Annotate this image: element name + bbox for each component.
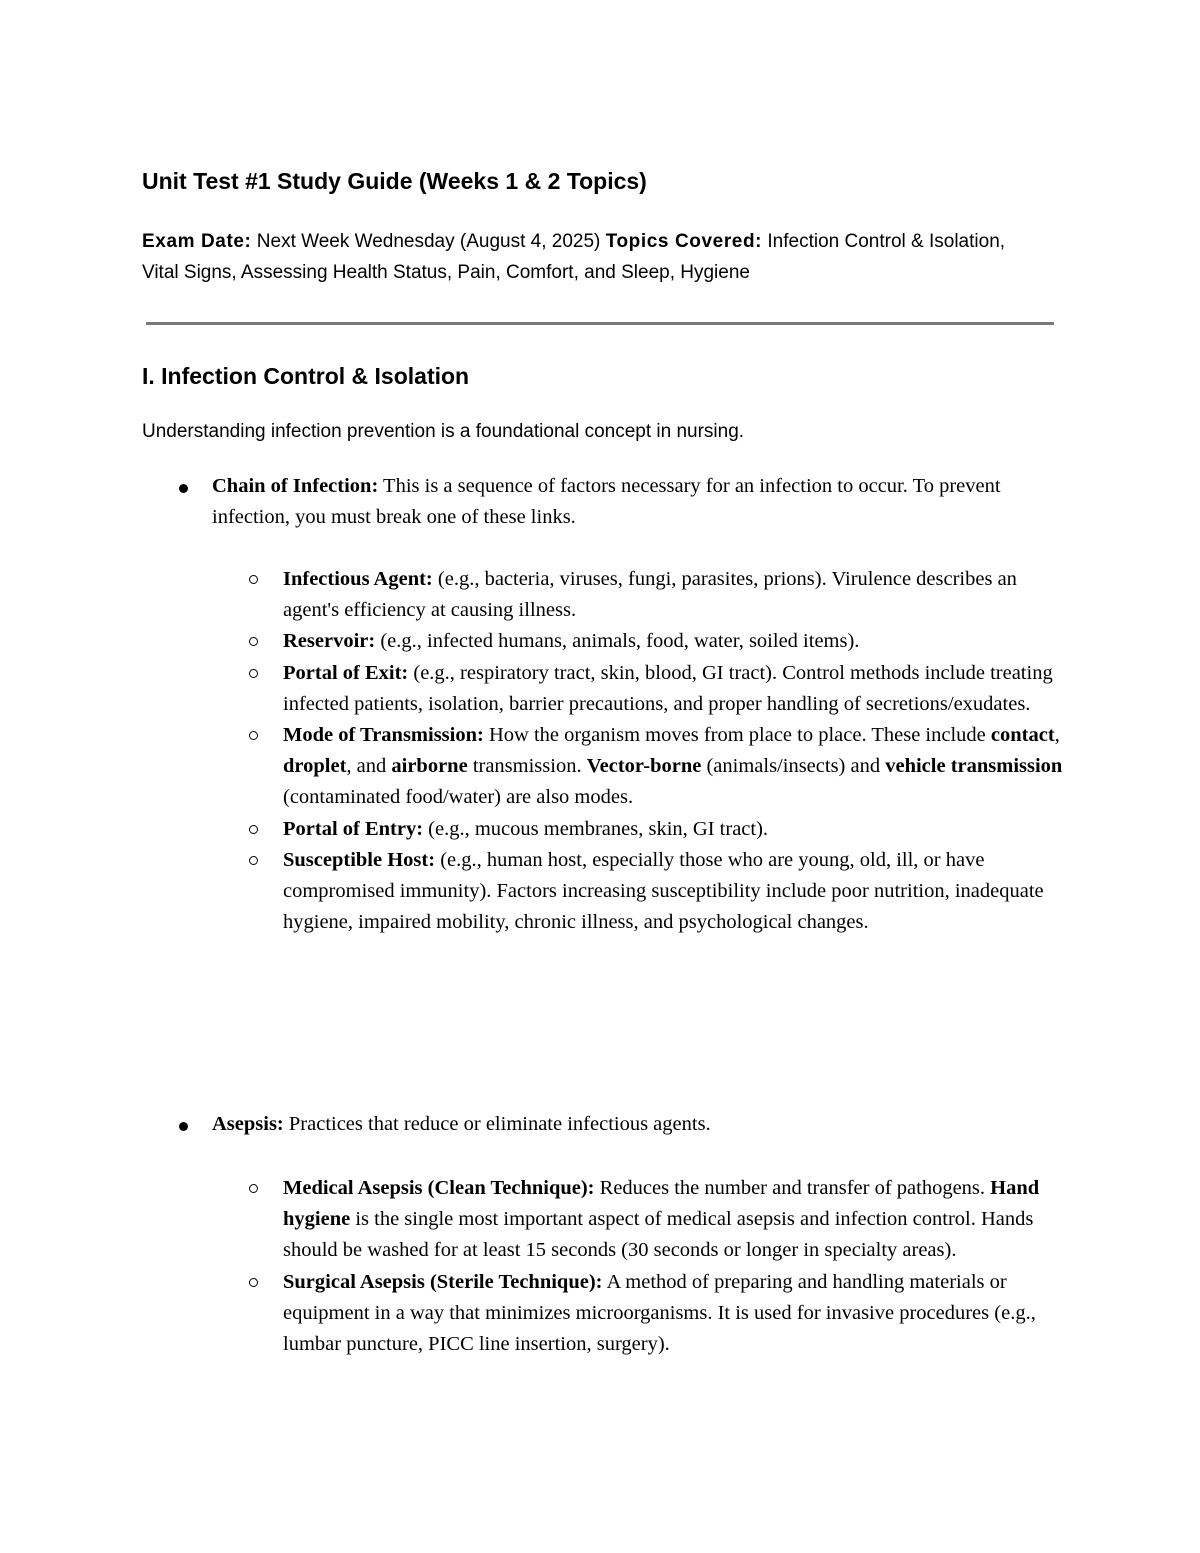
asepsis-label: Asepsis: xyxy=(212,1113,284,1135)
chain-sublist xyxy=(283,564,1063,938)
item-bold: droplet xyxy=(283,755,347,778)
item-label: Reservoir: xyxy=(283,630,376,653)
item-bold: Hand hygiene xyxy=(283,1177,1040,1231)
exam-date-value: Next Week Wednesday (August 4, 2025) xyxy=(251,231,606,252)
section-intro: Understanding infection prevention is a foundational concept in nursing. xyxy=(142,421,745,442)
item-label: Surgical Asepsis (Sterile Technique): xyxy=(283,1270,603,1293)
item-label: Medical Asepsis (Clean Technique): xyxy=(283,1177,595,1199)
list-item-portal-of-entry xyxy=(283,814,1063,845)
topics-value: Infection Control & Isolation, Vital Signs, Assessing Health Status, Pain, Comfort, and Sleep, Hygiene xyxy=(142,231,1006,283)
list-item-medical-asepsis xyxy=(283,1173,1063,1267)
item-text: A method of preparing and handling materials or equipment in a way that minimizes microorganisms. It is used for invasive procedures (e.g., lumbar puncture, PICC line insertion, surgery). xyxy=(283,1270,1036,1356)
list-item-reservoir xyxy=(283,626,1063,657)
list-item-portal-of-exit xyxy=(283,658,1063,720)
item-text: How the organism moves from place to place. These include xyxy=(483,724,991,747)
item-text: , and xyxy=(346,755,392,778)
item-text: (e.g., mucous membranes, skin, GI tract). xyxy=(423,817,769,840)
topics-label: Topics Covered: xyxy=(605,231,763,252)
item-text: is the single most important aspect of medical asepsis and infection control. Hands should be washed for at least 15 seconds (30 seconds or longer in specialty areas). xyxy=(283,1208,1034,1262)
item-text: transmission. xyxy=(467,755,587,778)
item-text: (animals/insects) and xyxy=(701,755,886,778)
item-label: Susceptible Host: xyxy=(283,848,436,871)
list-item-surgical-asepsis xyxy=(283,1267,1063,1361)
item-label: Infectious Agent: xyxy=(283,568,433,590)
item-bold: contact xyxy=(990,724,1055,747)
horizontal-divider xyxy=(146,322,1054,325)
item-label: Mode of Transmission: xyxy=(283,724,484,747)
exam-info xyxy=(142,226,1042,288)
item-text: Reduces the number and transfer of pathogens. xyxy=(594,1177,991,1199)
item-text: (e.g., bacteria, viruses, fungi, parasites, prions). Virulence describes an agent's efficiency at causing illness. xyxy=(283,568,1017,622)
item-bold: Vector-borne xyxy=(586,755,702,778)
item-text: (e.g., respiratory tract, skin, blood, GI tract). Control methods include treating infected patients, isolation, barrier precautions, and proper handling of secretions/exudates. xyxy=(283,661,1053,715)
section-heading: I. Infection Control & Isolation xyxy=(142,363,470,389)
list-item-asepsis xyxy=(212,1109,1062,1140)
item-text: (contaminated food/water) are also modes. xyxy=(283,786,634,809)
list-item-mode-of-transmission xyxy=(283,720,1063,814)
chain-label: Chain of Infection: xyxy=(212,475,379,497)
list-item-infectious-agent xyxy=(283,564,1063,626)
chain-text: This is a sequence of factors necessary for an infection to occur. To prevent infection, you must break one of these links. xyxy=(212,475,1001,529)
item-bold: airborne xyxy=(391,755,468,778)
item-text: (e.g., infected humans, animals, food, water, soiled items). xyxy=(375,630,860,653)
item-bold: vehicle transmission xyxy=(885,755,1063,778)
exam-date-label: Exam Date: xyxy=(142,231,252,252)
asepsis-sublist xyxy=(283,1173,1063,1360)
item-text: , xyxy=(1054,724,1060,747)
item-label: Portal of Exit: xyxy=(283,661,409,684)
asepsis-text: Practices that reduce or eliminate infectious agents. xyxy=(283,1113,711,1135)
list-item-susceptible-host xyxy=(283,845,1063,939)
document-title: Unit Test #1 Study Guide (Weeks 1 & 2 Topics) xyxy=(142,168,647,194)
item-label: Portal of Entry: xyxy=(283,817,424,840)
item-text: (e.g., human host, especially those who are young, old, ill, or have compromised immunity). Factors increasing susceptibility include poor nutrition, inadequate hygiene, impaired mobility, chronic illness, and psychological changes. xyxy=(283,848,1044,934)
list-item-chain-of-infection xyxy=(212,471,1062,533)
